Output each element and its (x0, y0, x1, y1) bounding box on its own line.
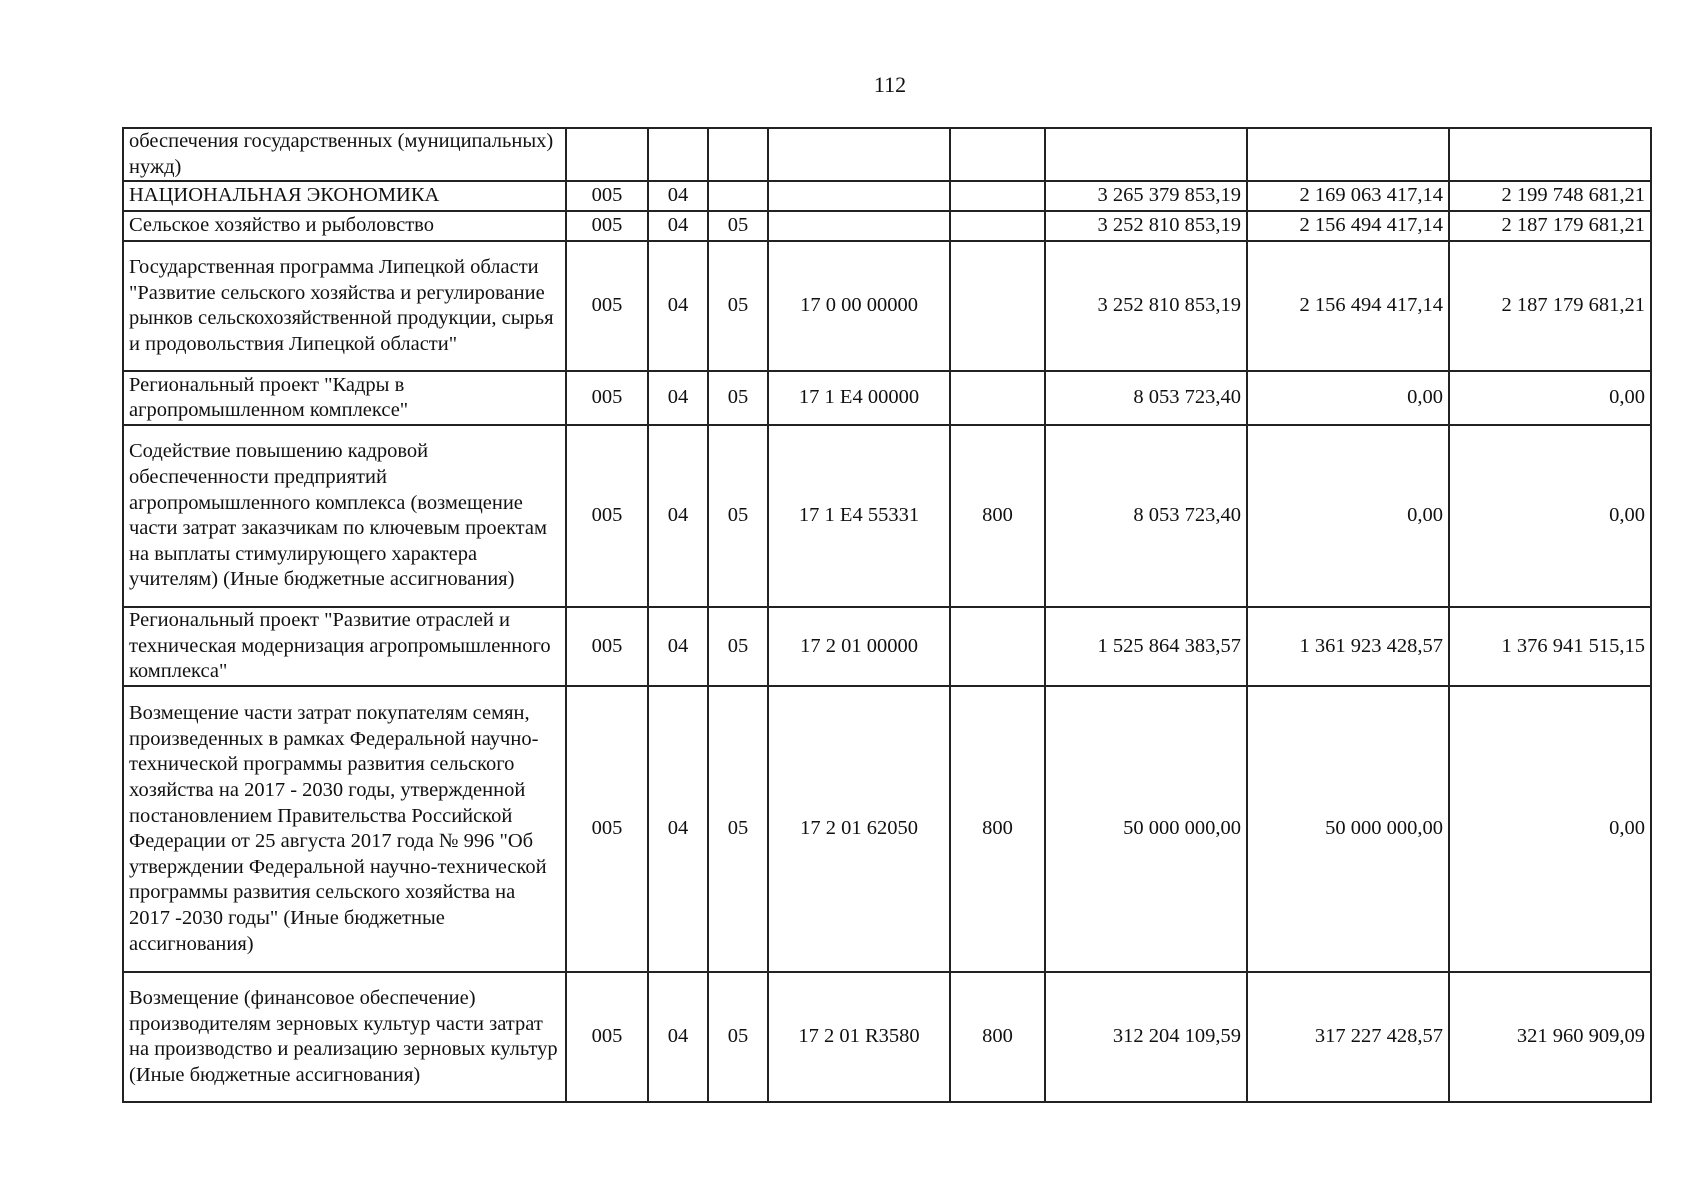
csr-code: 17 2 01 62050 (768, 686, 950, 972)
sum-year-1 (1045, 128, 1247, 181)
sum-year-3 (1449, 128, 1651, 181)
sum-year-1: 3 252 810 853,19 (1045, 211, 1247, 241)
row-name: Сельское хозяйство и рыболовство (123, 211, 566, 241)
ved-code: 005 (566, 607, 648, 686)
sum-year-2 (1247, 128, 1449, 181)
ved-code: 005 (566, 211, 648, 241)
sum-year-1: 3 265 379 853,19 (1045, 181, 1247, 211)
vr-code (950, 128, 1045, 181)
sum-year-2: 2 156 494 417,14 (1247, 211, 1449, 241)
csr-code: 17 2 01 00000 (768, 607, 950, 686)
table-row (123, 128, 1651, 181)
rz-code: 04 (648, 686, 708, 972)
row-name: Содействие повышению кадровой обеспеченности предприятий агропромышленного комплекса (возмещение части затрат заказчикам по ключевым проектам на выплаты стимулирующего характера учителям) (Иные бюджетные ассигнования) (123, 425, 566, 607)
csr-code (768, 181, 950, 211)
rz-code: 04 (648, 181, 708, 211)
row-name: НАЦИОНАЛЬНАЯ ЭКОНОМИКА (123, 181, 566, 211)
row-name: Региональный проект "Кадры в агропромышленном комплексе" (123, 371, 566, 425)
table-row (123, 371, 1651, 425)
rz-code: 04 (648, 607, 708, 686)
table-row (123, 211, 1651, 241)
csr-code: 17 2 01 R3580 (768, 972, 950, 1102)
csr-code (768, 128, 950, 181)
sum-year-3: 2 187 179 681,21 (1449, 211, 1651, 241)
sum-year-2: 317 227 428,57 (1247, 972, 1449, 1102)
sum-year-3: 2 199 748 681,21 (1449, 181, 1651, 211)
csr-code: 17 1 E4 55331 (768, 425, 950, 607)
rz-code: 04 (648, 211, 708, 241)
ved-code: 005 (566, 371, 648, 425)
table-row (123, 181, 1651, 211)
pr-code: 05 (708, 607, 768, 686)
pr-code: 05 (708, 686, 768, 972)
sum-year-1: 312 204 109,59 (1045, 972, 1247, 1102)
pr-code: 05 (708, 371, 768, 425)
sum-year-3: 0,00 (1449, 371, 1651, 425)
rz-code: 04 (648, 371, 708, 425)
table-row (123, 686, 1651, 972)
pr-code: 05 (708, 972, 768, 1102)
rz-code: 04 (648, 241, 708, 371)
pr-code: 05 (708, 241, 768, 371)
sum-year-3: 0,00 (1449, 686, 1651, 972)
vr-code: 800 (950, 972, 1045, 1102)
rz-code: 04 (648, 972, 708, 1102)
page-number: 112 (873, 72, 907, 97)
rz-code: 04 (648, 425, 708, 607)
vr-code (950, 211, 1045, 241)
sum-year-1: 8 053 723,40 (1045, 371, 1247, 425)
vr-code (950, 181, 1045, 211)
ved-code (566, 128, 648, 181)
rz-code (648, 128, 708, 181)
row-name: Региональный проект "Развитие отраслей и техническая модернизация агропромышленного комплекса" (123, 607, 566, 686)
pr-code (708, 181, 768, 211)
sum-year-2: 1 361 923 428,57 (1247, 607, 1449, 686)
sum-year-2: 2 156 494 417,14 (1247, 241, 1449, 371)
ved-code: 005 (566, 425, 648, 607)
ved-code: 005 (566, 972, 648, 1102)
vr-code (950, 607, 1045, 686)
sum-year-2: 2 169 063 417,14 (1247, 181, 1449, 211)
sum-year-1: 50 000 000,00 (1045, 686, 1247, 972)
sum-year-1: 1 525 864 383,57 (1045, 607, 1247, 686)
ved-code: 005 (566, 181, 648, 211)
sum-year-2: 0,00 (1247, 371, 1449, 425)
sum-year-3: 2 187 179 681,21 (1449, 241, 1651, 371)
sum-year-3: 321 960 909,09 (1449, 972, 1651, 1102)
vr-code: 800 (950, 686, 1045, 972)
sum-year-3: 1 376 941 515,15 (1449, 607, 1651, 686)
table-row (123, 972, 1651, 1102)
vr-code (950, 371, 1045, 425)
row-name: Государственная программа Липецкой области "Развитие сельского хозяйства и регулирование рынков сельскохозяйственной продукции, сырья и продовольствия Липецкой области" (123, 241, 566, 371)
pr-code (708, 128, 768, 181)
csr-code (768, 211, 950, 241)
table-row (123, 425, 1651, 607)
csr-code: 17 0 00 00000 (768, 241, 950, 371)
pr-code: 05 (708, 425, 768, 607)
row-name: обеспечения государственных (муниципальных) нужд) (123, 128, 566, 181)
sum-year-1: 3 252 810 853,19 (1045, 241, 1247, 371)
table-row (123, 607, 1651, 686)
ved-code: 005 (566, 686, 648, 972)
vr-code: 800 (950, 425, 1045, 607)
sum-year-2: 0,00 (1247, 425, 1449, 607)
ved-code: 005 (566, 241, 648, 371)
pr-code: 05 (708, 211, 768, 241)
row-name: Возмещение части затрат покупателям семян, произведенных в рамках Федеральной научно-технической программы развития сельского хозяйства на 2017 - 2030 годы, утвержденной постановлением Правительства Российской Федерации от 25 августа 2017 года № 996 "Об утверждении Федеральной научно-технической программы развития сельского хозяйства на 2017 -2030 годы" (Иные бюджетные ассигнования) (123, 686, 566, 972)
sum-year-1: 8 053 723,40 (1045, 425, 1247, 607)
budget-table (122, 127, 1652, 1103)
table-row (123, 241, 1651, 371)
sum-year-2: 50 000 000,00 (1247, 686, 1449, 972)
row-name: Возмещение (финансовое обеспечение) производителям зерновых культур части затрат на производство и реализацию зерновых культур (Иные бюджетные ассигнования) (123, 972, 566, 1102)
vr-code (950, 241, 1045, 371)
sum-year-3: 0,00 (1449, 425, 1651, 607)
csr-code: 17 1 E4 00000 (768, 371, 950, 425)
